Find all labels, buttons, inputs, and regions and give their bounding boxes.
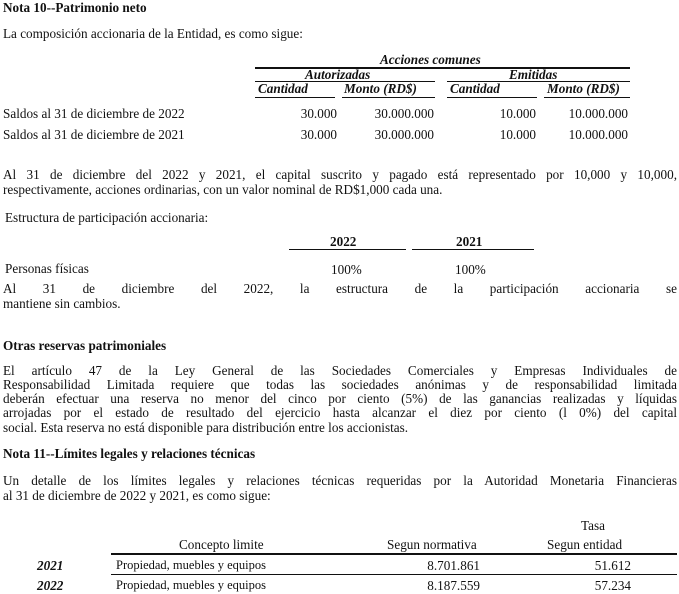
col-rule-1 [255,97,335,98]
year-rule-2021 [412,249,534,250]
col-rule-4 [544,97,630,98]
cell-monto-emi: 10.000.000 [568,127,628,142]
cell-normativa: 8.187.559 [427,578,480,593]
cell-cantidad-emi: 10.000 [499,127,536,142]
paragraph-line: deberán efectuar una reserva no menor del cinco por ciento (5%) de las ganancias realizadas y líquidas [3,391,677,406]
cell-entidad: 57.234 [594,578,631,593]
otras-reservas-title: Otras reservas patrimoniales [3,338,167,353]
cell-cantidad-aut: 30.000 [300,127,337,142]
capital-paragraph-line1: Al 31 de diciembre del 2022 y 2021, el capital suscrito y pagado está representado por 10,000 y 10,000, [3,167,677,182]
cell-2021: 100% [455,262,486,277]
paragraph-line: Responsabilidad Limitada requiere que todas las sociedades anónimas y de responsabilidad limitada [3,377,677,392]
row-year: 2022 [37,578,64,593]
nota10-title: Nota 10--Patrimonio neto [3,0,147,15]
row-label: Personas físicas [5,261,89,276]
row-label: Saldos al 31 de diciembre de 2021 [3,127,185,142]
nota11-intro-line2: al 31 de diciembre de 2022 y 2021, es como sigue: [3,488,271,503]
cell-2022: 100% [331,262,362,277]
cell-cantidad-emi: 10.000 [499,106,536,121]
col-header-concepto: Concepto limite [179,537,264,552]
col-rule-2 [342,97,435,98]
col-rule-3 [447,97,537,98]
year-header-2021: 2021 [456,234,483,249]
cell-monto-emi: 10.000.000 [568,106,628,121]
cell-cantidad-aut: 30.000 [300,106,337,121]
limites-row-rule [111,574,677,575]
limites-header-rule [111,553,677,555]
col-header-cantidad-1: Cantidad [258,81,308,96]
nota11-title: Nota 11--Límites legales y relaciones técnicas [3,446,256,461]
year-header-2022: 2022 [330,234,357,249]
row-concepto: Propiedad, muebles y equipos [116,558,266,572]
estructura-title: Estructura de participación accionaria: [5,210,209,225]
paragraph-line: social. Esta reserva no está disponible para distribución entre los accionistas. [3,420,409,435]
estructura-paragraph-line1: Al 31 de diciembre del 2022, la estructura de la participación accionaria se [3,281,677,296]
acciones-group-header: Acciones comunes [380,52,481,67]
row-concepto: Propiedad, muebles y equipos [116,578,266,592]
col-header-normativa: Segun normativa [387,537,477,552]
year-rule-2022 [289,249,406,250]
cell-entidad: 51.612 [594,558,631,573]
col-header-entidad: Segun entidad [547,537,623,552]
estructura-paragraph-line2: mantiene sin cambios. [3,296,121,311]
paragraph-line: El artículo 47 de la Ley General de las Sociedades Comerciales y Empresas Individuales de [3,363,677,378]
nota10-intro: La composición accionaria de la Entidad, es como sigue: [3,26,303,41]
col-header-monto-2: Monto (RD$) [547,81,620,96]
paragraph-line: arrojadas por el estado de resultado del ejercicio hasta alcanzar el diez por ciento (l 0%) del capital [3,405,677,420]
cell-monto-aut: 30.000.000 [374,106,434,121]
col-header-cantidad-2: Cantidad [450,81,500,96]
nota11-intro-line1: Un detalle de los límites legales y relaciones técnicas requeridas por la Autoridad Monetaria Financieras [3,473,677,488]
capital-paragraph-line2: respectivamente, acciones ordinarias, con un valor nominal de RD$1,000 cada una. [3,182,443,197]
col-header-tasa: Tasa [581,518,605,533]
row-label: Saldos al 31 de diciembre de 2022 [3,106,185,121]
row-year: 2021 [37,558,64,573]
cell-monto-aut: 30.000.000 [374,127,434,142]
autorizadas-header: Autorizadas [305,67,371,82]
emitidas-header: Emitidas [509,67,558,82]
col-header-monto-1: Monto (RD$) [344,81,417,96]
cell-normativa: 8.701.861 [427,558,480,573]
